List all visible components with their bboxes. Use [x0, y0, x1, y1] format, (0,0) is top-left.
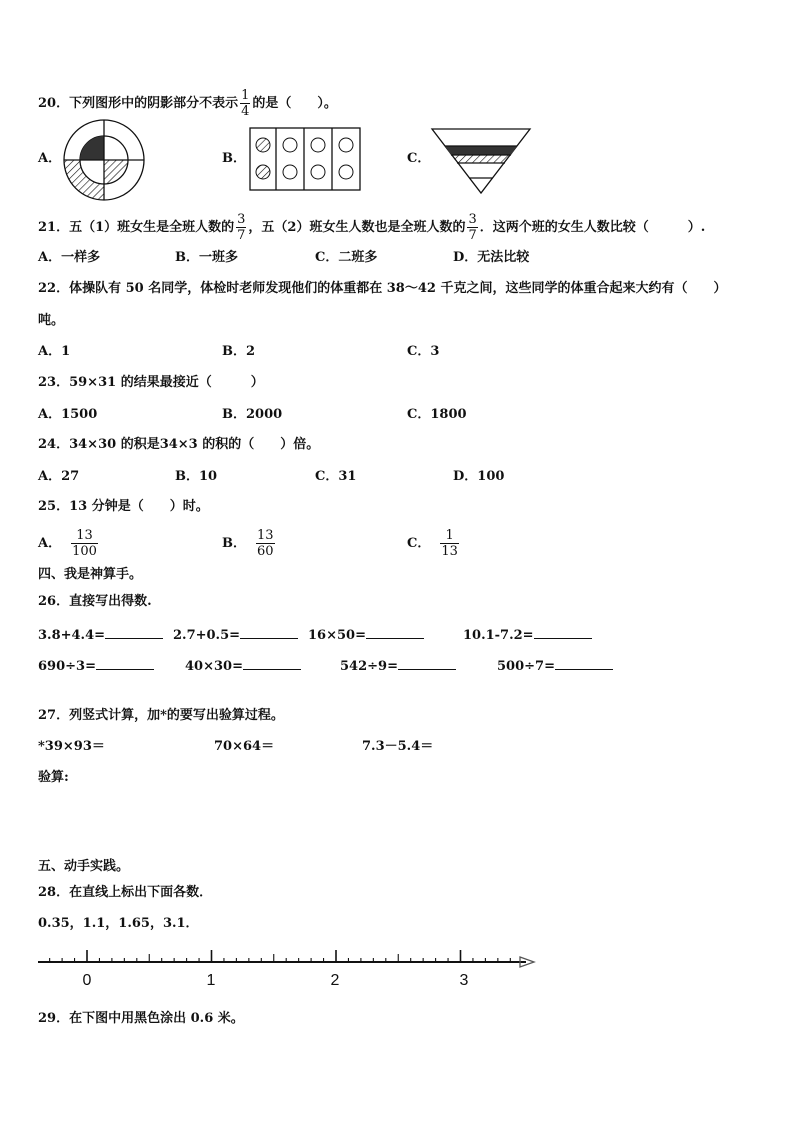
q29-title: 29．在下图中用黑色涂出 0.6 米。	[38, 1011, 244, 1026]
answer-blank[interactable]	[555, 657, 613, 670]
q20-figure-b	[249, 127, 361, 191]
answer-blank[interactable]	[105, 626, 163, 639]
axis-label-3: 3	[459, 972, 469, 989]
q21-stem: 21．五（1）班女生是全班人数的 $\frac{3}{7}$ ，五（2）班女生人数也是全班人数的 $\frac{3}{7}$ ．这两个班的女生人数比较（ ）.	[38, 212, 706, 243]
q26-item: 40×30=	[185, 657, 301, 675]
answer-blank[interactable]	[534, 626, 592, 639]
fraction: $\frac{1}{4}$	[241, 88, 250, 119]
q25-option-c: C． $\frac{1}{13}$	[407, 528, 458, 559]
q22-option-c: C．3	[407, 344, 440, 359]
q26-item: 16×50=	[308, 626, 424, 644]
q25-option-b: B． $\frac{13}{60}$	[222, 528, 274, 559]
q20-option-b-label: B．	[222, 151, 246, 166]
q22-option-a: A．1	[38, 344, 71, 359]
q28-title: 28．在直线上标出下面各数．	[38, 885, 213, 900]
q24-option-a: A．27	[38, 469, 80, 484]
number-line[interactable]	[36, 944, 538, 990]
q21-option-a: A．一样多	[38, 250, 101, 265]
q27-check-label: 验算:	[38, 770, 69, 785]
q21-option-c: C．二班多	[315, 250, 378, 265]
fraction: $\frac{3}{7}$	[468, 212, 477, 243]
section-4-heading: 四、我是神算手。	[38, 567, 143, 582]
q21-option-d: D．无法比较	[453, 250, 530, 265]
answer-blank[interactable]	[240, 626, 298, 639]
q23-stem: 23．59×31 的结果最接近（ ）	[38, 375, 264, 390]
q27-item: *39×93＝	[38, 739, 105, 754]
section-5-heading: 五、动手实践。	[38, 859, 130, 874]
q24-option-c: C．31	[315, 469, 357, 484]
axis-label-0: 0	[82, 972, 92, 989]
q23-option-a: A．1500	[38, 407, 98, 422]
q23-option-b: B．2000	[222, 407, 283, 422]
q26-title: 26．直接写出得数.	[38, 594, 152, 609]
q26-item: 542÷9=	[340, 657, 456, 675]
answer-blank[interactable]	[398, 657, 456, 670]
q27-item: 70×64＝	[214, 739, 275, 754]
answer-blank[interactable]	[243, 657, 301, 670]
q22-stem-line2: 吨。	[38, 313, 65, 328]
q20-option-a-label: A．	[38, 151, 62, 166]
q24-option-d: D．100	[453, 469, 505, 484]
q20-figure-a	[60, 117, 150, 203]
q26-item: 2.7+0.5=	[173, 626, 298, 644]
q26-item: 500÷7=	[497, 657, 613, 675]
q22-stem-line1: 22．体操队有 50 名同学，体检时老师发现他们的体重都在 38～42 千克之间，这些同学的体重合起来大约有（ ）	[38, 281, 727, 296]
q24-option-b: B．10	[175, 469, 218, 484]
axis-label-2: 2	[330, 972, 340, 989]
answer-blank[interactable]	[96, 657, 154, 670]
q20-figure-c	[430, 127, 532, 195]
q21-option-b: B．一班多	[175, 250, 238, 265]
q25-option-a: A． $\frac{13}{100}$	[38, 528, 97, 559]
q28-numbers: 0.35，1.1，1.65，3.1．	[38, 916, 199, 931]
q25-stem: 25．13 分钟是（ ）时。	[38, 499, 209, 514]
q27-item: 7.3－5.4＝	[362, 739, 434, 754]
q26-item: 10.1-7.2=	[463, 626, 592, 644]
q22-option-b: B．2	[222, 344, 256, 359]
axis-label-1: 1	[206, 972, 216, 989]
q26-item: 3.8+4.4=	[38, 626, 163, 644]
q24-stem: 24．34×30 的积是34×3 的积的（ ）倍。	[38, 437, 320, 452]
q27-title: 27．列竖式计算，加*的要写出验算过程。	[38, 708, 284, 723]
answer-blank[interactable]	[366, 626, 424, 639]
q23-option-c: C．1800	[407, 407, 467, 422]
q20-option-c-label: C．	[407, 151, 431, 166]
fraction: $\frac{3}{7}$	[237, 212, 246, 243]
q26-item: 690÷3=	[38, 657, 154, 675]
q20-stem: 20．下列图形中的阴影部分不表示 $\frac{1}{4}$ 的是（ ）。	[38, 88, 337, 119]
